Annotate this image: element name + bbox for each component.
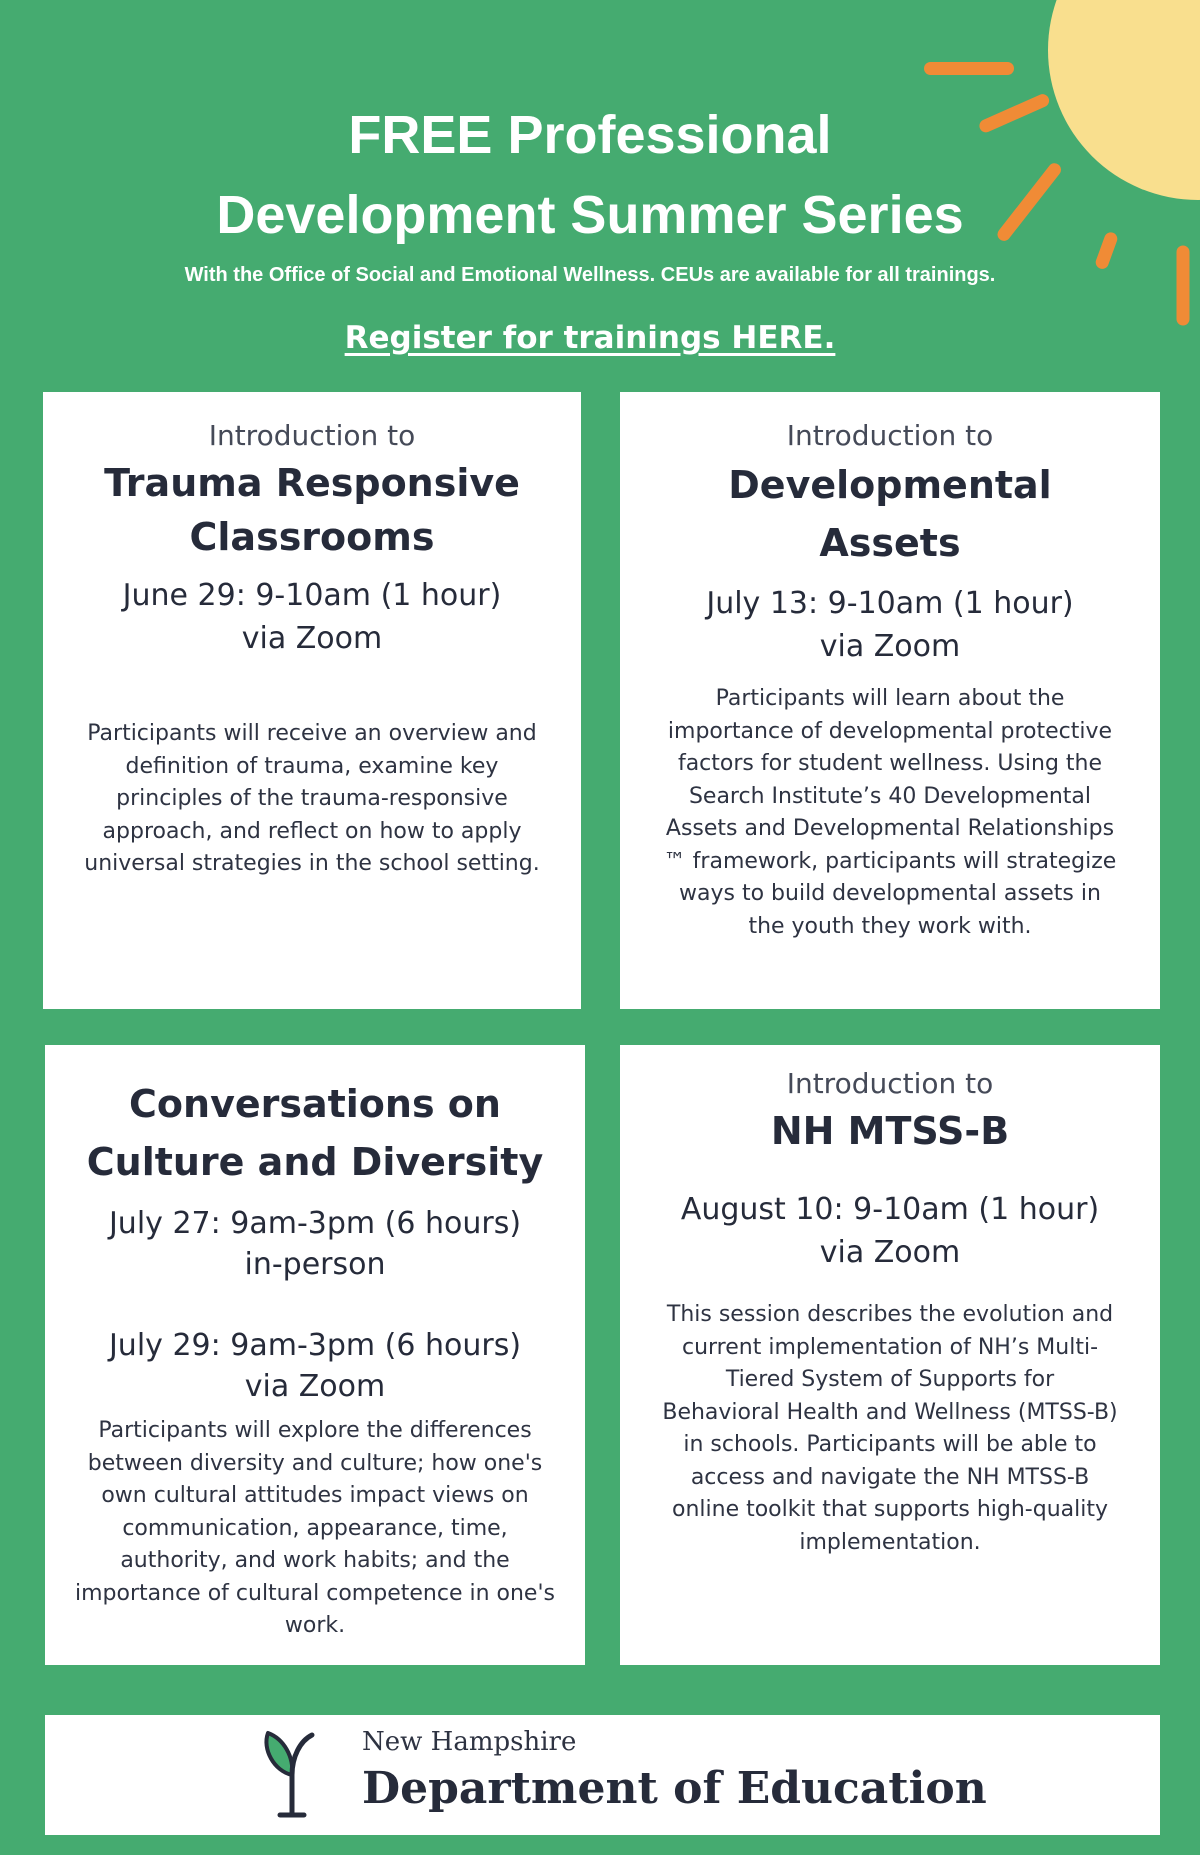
desc-line: approach, and reflect on how to apply: [102, 818, 522, 844]
training-card-nh-mtss-b: [620, 1045, 1160, 1665]
desc-line: own cultural attitudes impact views on: [101, 1483, 529, 1508]
card-intro: Introduction to: [208, 419, 416, 452]
card-heading: [45, 1075, 585, 1191]
training-card-culture-diversity: [45, 1045, 585, 1665]
desc-line: Search Institute’s 40 Developmental: [688, 783, 1092, 809]
card-description: [620, 1299, 1160, 1559]
desc-line: Assets and Developmental Relationships: [665, 816, 1115, 841]
training-card-trauma: [43, 392, 581, 1009]
desc-line: implementation.: [799, 1529, 981, 1555]
sprout-icon: [260, 1727, 320, 1823]
card-heading-line: Trauma Responsive: [104, 461, 520, 505]
card-description: [45, 1415, 585, 1643]
desc-line: current implementation of NH’s Multi-: [681, 1334, 1099, 1360]
card-heading-line: Developmental: [728, 463, 1052, 507]
card-intro: Introduction to: [786, 419, 994, 452]
card-date-second: [45, 1325, 585, 1407]
desc-line: principles of the trauma-responsive: [116, 786, 508, 811]
desc-line: Participants will learn about the: [715, 686, 1065, 711]
card-date-line: July 27: 9am-3pm (6 hours): [108, 1206, 522, 1241]
card-heading: [620, 1104, 1160, 1158]
desc-line: Tiered System of Supports for: [725, 1367, 1055, 1392]
footer-logo-bar: [45, 1715, 1160, 1835]
card-heading-line: Conversations on: [129, 1082, 501, 1126]
desc-line: communication, appearance, time,: [122, 1515, 508, 1541]
desc-line: in schools. Participants will be able to: [683, 1432, 1097, 1457]
card-description: [43, 718, 581, 881]
card-heading: [620, 456, 1160, 572]
page-title: [0, 95, 1180, 255]
desc-line: work.: [284, 1613, 346, 1638]
card-date-line: July 29: 9am-3pm (6 hours): [108, 1328, 522, 1363]
desc-line: Behavioral Health and Wellness (MTSS-B): [662, 1399, 1118, 1425]
sun-ray: [924, 62, 1014, 75]
card-date-line: July 13: 9-10am (1 hour): [706, 586, 1074, 621]
desc-line: the youth they work with.: [748, 913, 1032, 939]
card-intro: Introduction to: [786, 1067, 994, 1100]
desc-line: importance of cultural competence in one's: [75, 1580, 555, 1606]
card-date-line: via Zoom: [819, 629, 961, 664]
title-line-1: FREE Professional: [348, 105, 832, 165]
desc-line: ™ framework, participants will strategize: [663, 848, 1117, 874]
card-heading-line: Classrooms: [189, 515, 435, 559]
card-date-line: in-person: [244, 1247, 386, 1282]
desc-line: Participants will receive an overview and: [87, 721, 537, 746]
subtitle: With the Office of Social and Emotional Wellness. CEUs are available for all trainings.: [184, 264, 996, 286]
training-card-developmental-assets: [620, 392, 1160, 1009]
card-heading-line: Assets: [819, 521, 961, 565]
card-heading-line: Culture and Diversity: [86, 1140, 544, 1184]
card-date: [620, 1188, 1160, 1274]
desc-line: universal strategies in the school setting.: [84, 851, 540, 876]
desc-line: definition of trauma, examine key: [125, 753, 499, 779]
desc-line: Participants will explore the differences: [98, 1418, 532, 1443]
desc-line: access and navigate the NH MTSS-B: [690, 1464, 1090, 1490]
desc-line: importance of developmental protective: [667, 718, 1113, 744]
desc-line: online toolkit that supports high-quality: [672, 1497, 1108, 1522]
org-name-small: New Hampshire: [362, 1727, 577, 1757]
desc-line: ways to build developmental assets in: [679, 881, 1101, 906]
desc-line: between diversity and culture; how one's: [87, 1450, 543, 1476]
org-name-large: Department of Education: [362, 1763, 987, 1814]
card-date-line: via Zoom: [244, 1369, 386, 1404]
card-heading-line: NH MTSS-B: [770, 1109, 1010, 1153]
card-date-first: [45, 1203, 585, 1285]
card-date: [620, 582, 1160, 668]
card-date-line: via Zoom: [241, 621, 383, 656]
desc-line: This session describes the evolution and: [666, 1302, 1114, 1327]
register-link-wrapper: [0, 320, 1180, 356]
card-description: [620, 683, 1160, 943]
card-date: [43, 574, 581, 660]
desc-line: factors for student wellness. Using the: [677, 751, 1103, 776]
desc-line: authority, and work habits; and the: [120, 1548, 510, 1573]
card-date-line: June 29: 9-10am (1 hour): [122, 578, 502, 613]
card-date-line: August 10: 9-10am (1 hour): [680, 1192, 1100, 1227]
title-line-2: Development Summer Series: [216, 185, 964, 245]
card-date-line: via Zoom: [819, 1235, 961, 1270]
card-heading: [43, 456, 581, 564]
register-link[interactable]: Register for trainings HERE.: [344, 320, 836, 356]
